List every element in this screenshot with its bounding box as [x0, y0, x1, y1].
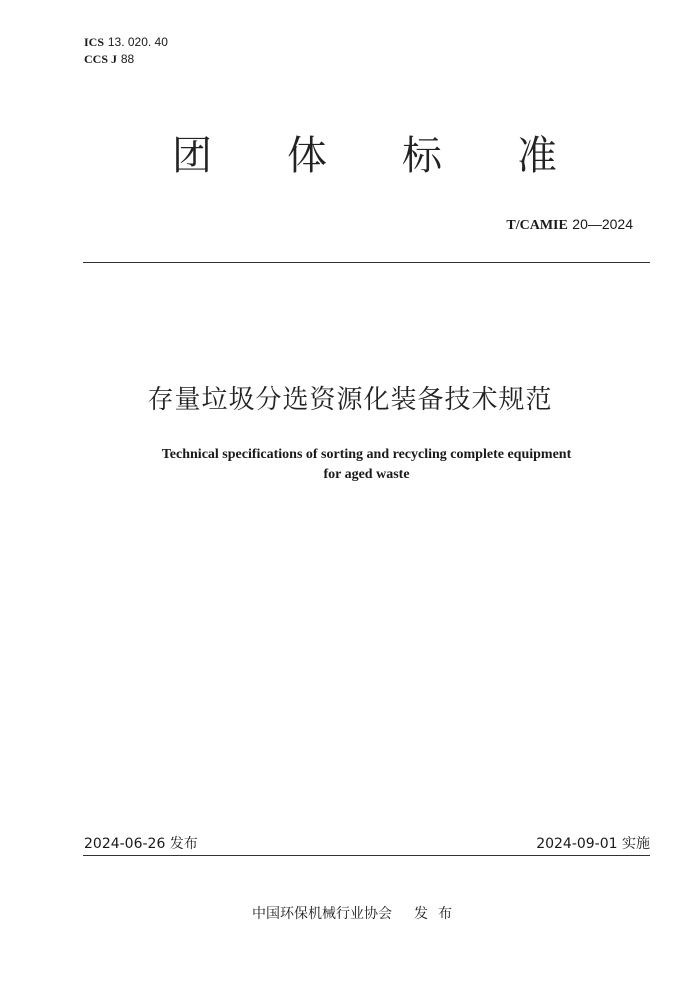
standard-type-char: 标 [402, 133, 442, 179]
ics-value: 13. 020. 40 [107, 35, 168, 49]
standard-number-value: 20—2024 [572, 216, 633, 232]
ccs-value: 88 [120, 52, 135, 66]
standard-type-char: 体 [287, 133, 327, 179]
title-english-line: Technical specifications of sorting and recycling complete equipment [161, 447, 572, 462]
standard-type-heading [0, 128, 700, 188]
ics-code [84, 34, 168, 50]
title-chinese: 存量垃圾分选资源化装备技术规范 [147, 385, 553, 415]
bottom-divider [83, 855, 650, 856]
title-english-line: for aged waste [323, 467, 410, 482]
publish-date: 2024-06-26 发布 [84, 836, 198, 852]
title-english [0, 445, 700, 485]
publisher-name: 中国环保机械行业协会 [252, 906, 392, 922]
standard-number-prefix: T/CAMIE [506, 218, 568, 233]
top-divider [83, 262, 650, 263]
publisher-suffix: 发布 [414, 906, 462, 922]
standard-type-char: 准 [517, 133, 557, 179]
ccs-label: CCS J [84, 52, 118, 66]
implement-date: 2024-09-01 实施 [536, 836, 650, 852]
standard-number [506, 216, 633, 234]
standard-type-char: 团 [172, 133, 212, 179]
ics-label: ICS [84, 35, 105, 49]
ccs-code [84, 51, 134, 67]
publisher [252, 905, 462, 923]
